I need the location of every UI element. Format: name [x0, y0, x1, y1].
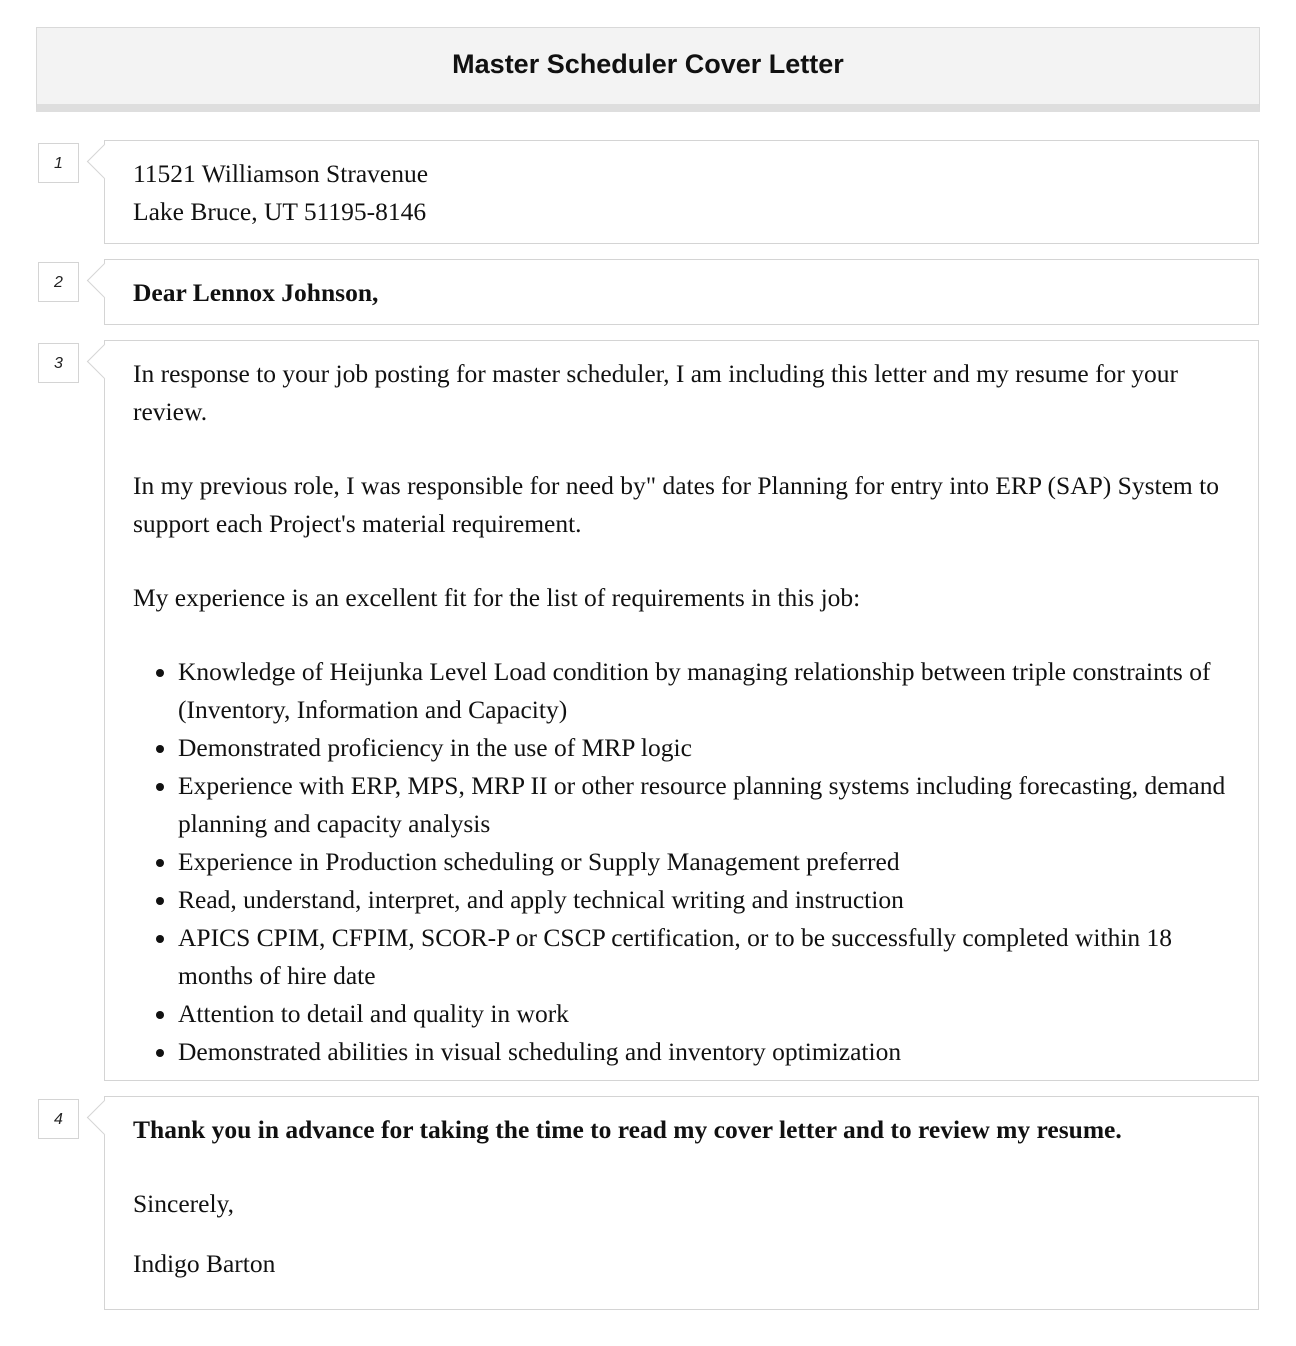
salutation: Dear Lennox Johnson,	[133, 278, 379, 307]
list-item: • Experience with ERP, MPS, MRP II or other resource planning systems including forecasting, demand planning and capacity analysis	[178, 767, 1238, 843]
body-paragraph-3: My experience is an excellent fit for the list of requirements in this job:	[133, 583, 861, 612]
list-item: • APICS CPIM, CFPIM, SCOR-P or CSCP certification, or to be successfully completed within 18 months of hire date	[178, 919, 1238, 995]
requirements-list	[133, 653, 1238, 1071]
section-2-salutation	[104, 259, 1259, 325]
address-line-2: Lake Bruce, UT 51195-8146	[133, 197, 427, 226]
letter-header	[36, 27, 1260, 112]
list-item: • Read, understand, interpret, and apply technical writing and instruction	[178, 881, 1238, 919]
list-item: • Experience in Production scheduling or Supply Management preferred	[178, 843, 1238, 881]
section-number-1: 1	[38, 143, 79, 183]
signature-name: Indigo Barton	[133, 1249, 276, 1278]
list-item: • Demonstrated abilities in visual scheduling and inventory optimization	[178, 1033, 1238, 1071]
section-number-4: 4	[38, 1099, 79, 1139]
body-paragraph-2: In my previous role, I was responsible for need by" dates for Planning for entry into ERP (SAP) System to support each Project's material requirement.	[133, 471, 1219, 538]
list-item: • Knowledge of Heijunka Level Load condition by managing relationship between triple constraints of (Inventory, Information and Capacity)	[178, 653, 1238, 729]
list-item: • Demonstrated proficiency in the use of MRP logic	[178, 729, 1238, 767]
closing-statement: Thank you in advance for taking the time to read my cover letter and to review my resume.	[133, 1115, 1122, 1144]
section-number-2: 2	[38, 262, 79, 302]
page-title: Master Scheduler Cover Letter	[452, 49, 844, 79]
body-paragraph-1: In response to your job posting for master scheduler, I am including this letter and my resume for your review.	[133, 359, 1178, 426]
section-number-3: 3	[38, 343, 79, 383]
signoff: Sincerely,	[133, 1189, 235, 1218]
section-4-closing	[104, 1096, 1259, 1310]
address-line-1: 11521 Williamson Stravenue	[133, 159, 429, 188]
list-item: • Attention to detail and quality in work	[178, 995, 1238, 1033]
section-3-body	[104, 340, 1259, 1081]
section-1-address	[104, 140, 1259, 244]
